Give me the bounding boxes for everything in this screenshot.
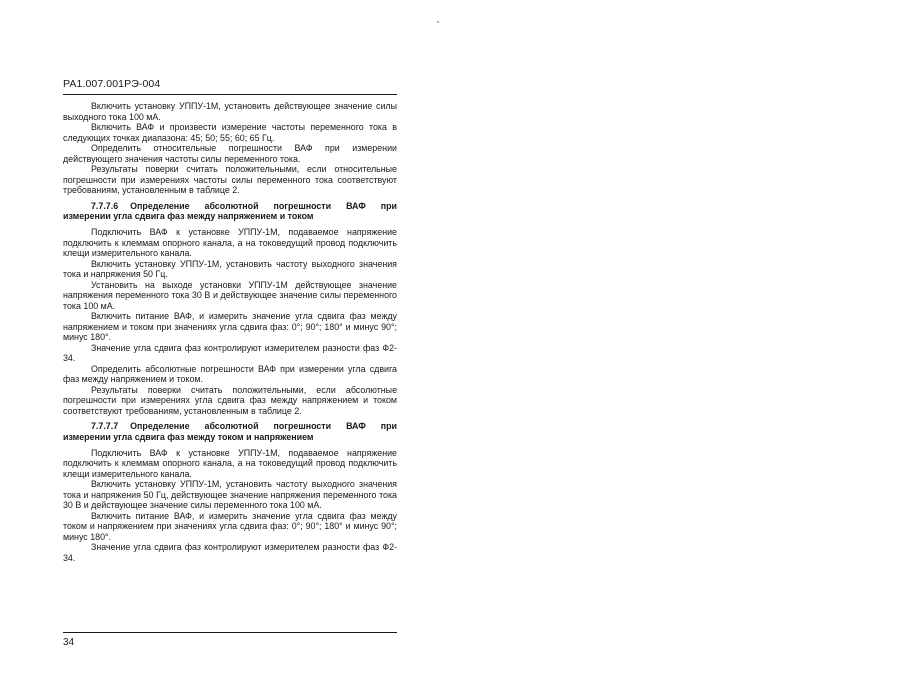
paragraph: Включить питание ВАФ, и измерить значение угла сдвига фаз между напряжением и током при значениях угла сдвига фаз: 0°; 90°; 180° и минус 90°; минус 180°. [63,311,397,343]
scan-speck [437,21,439,23]
section-heading [63,421,397,443]
paragraph: Подключить ВАФ к установке УППУ-1М, подаваемое напряжение подключить к клеммам опорного канала, а на токоведущий провод подключить клещи измерительного канала. [63,447,397,479]
section-7-7-7-6 [63,201,397,417]
document-code: РА1.007.001РЭ-004 [63,78,161,90]
paragraph: Значение угла сдвига фаз контролируют измерителем разности фаз Ф2-34. [63,342,397,364]
paragraph: Включить установку УППУ-1М, установить действующее значение силы выходного тока 100 мА. [63,101,397,122]
paragraph: Значение угла сдвига фаз контролируют измерителем разности фаз Ф2-34. [63,542,397,563]
section-heading [63,201,397,223]
section-number: 7.7.7.7 [91,421,119,432]
paragraph: Включить установку УППУ-1М, установить частоту выходного значения тока и напряжения 50 Гц. [63,258,397,280]
paragraph: Включить питание ВАФ, и измерить значение угла сдвига фаз между током и напряжением при значениях угла сдвига фаз: 0°; 90°; 180° и минус 90°; минус 180°. [63,510,397,542]
section-title: Определение абсолютной погрешности ВАФ при измерении угла сдвига фаз между напряжением и током [63,200,397,222]
page-number: 34 [63,637,75,648]
document-page [63,78,397,563]
section-number: 7.7.7.6 [91,200,119,211]
paragraph: Включить установку УППУ-1М, установить частоту выходного значения тока и напряжения 50 Гц, действующее значение напряжения переменного тока 30 В и действующее значение силы переменного тока 100 мА. [63,479,397,511]
paragraph: Определить относительные погрешности ВАФ при измерении действующего значения частоты силы переменного тока. [63,143,397,164]
paragraph: Определить абсолютные погрешности ВАФ при измерении угла сдвига фаз между напряжением и током. [63,363,397,385]
document-body [63,101,397,563]
footer-rule [63,632,397,633]
section-title: Определение абсолютной погрешности ВАФ при измерении угла сдвига фаз между током и напряжением [63,421,397,442]
paragraph: Подключить ВАФ к установке УППУ-1М, подаваемое напряжение подключить к клеммам опорного канала, а на токоведущий провод подключить клещи измерительного канала. [63,227,397,259]
paragraph: Результаты поверки считать положительными, если абсолютные погрешности при измерениях угла сдвига фаз между напряжением и током соответствуют требованиям, установленным в таблице 2. [63,384,397,416]
section-7-7-7-7 [63,421,397,563]
paragraph: Установить на выходе установки УППУ-1М действующее значение напряжения переменного тока 30 В и действующее значение силы переменного тока 100 мА. [63,279,397,311]
paragraph: Результаты поверки считать положительными, если относительные погрешности при измерениях частоты силы переменного тока соответствуют требованиям, установленным в таблице 2. [63,164,397,195]
intro-section [63,101,397,196]
paragraph: Включить ВАФ и произвести измерение частоты переменного тока в следующих точках диапазона: 45; 50; 55; 60; 65 Гц. [63,122,397,143]
header-rule [63,94,397,95]
